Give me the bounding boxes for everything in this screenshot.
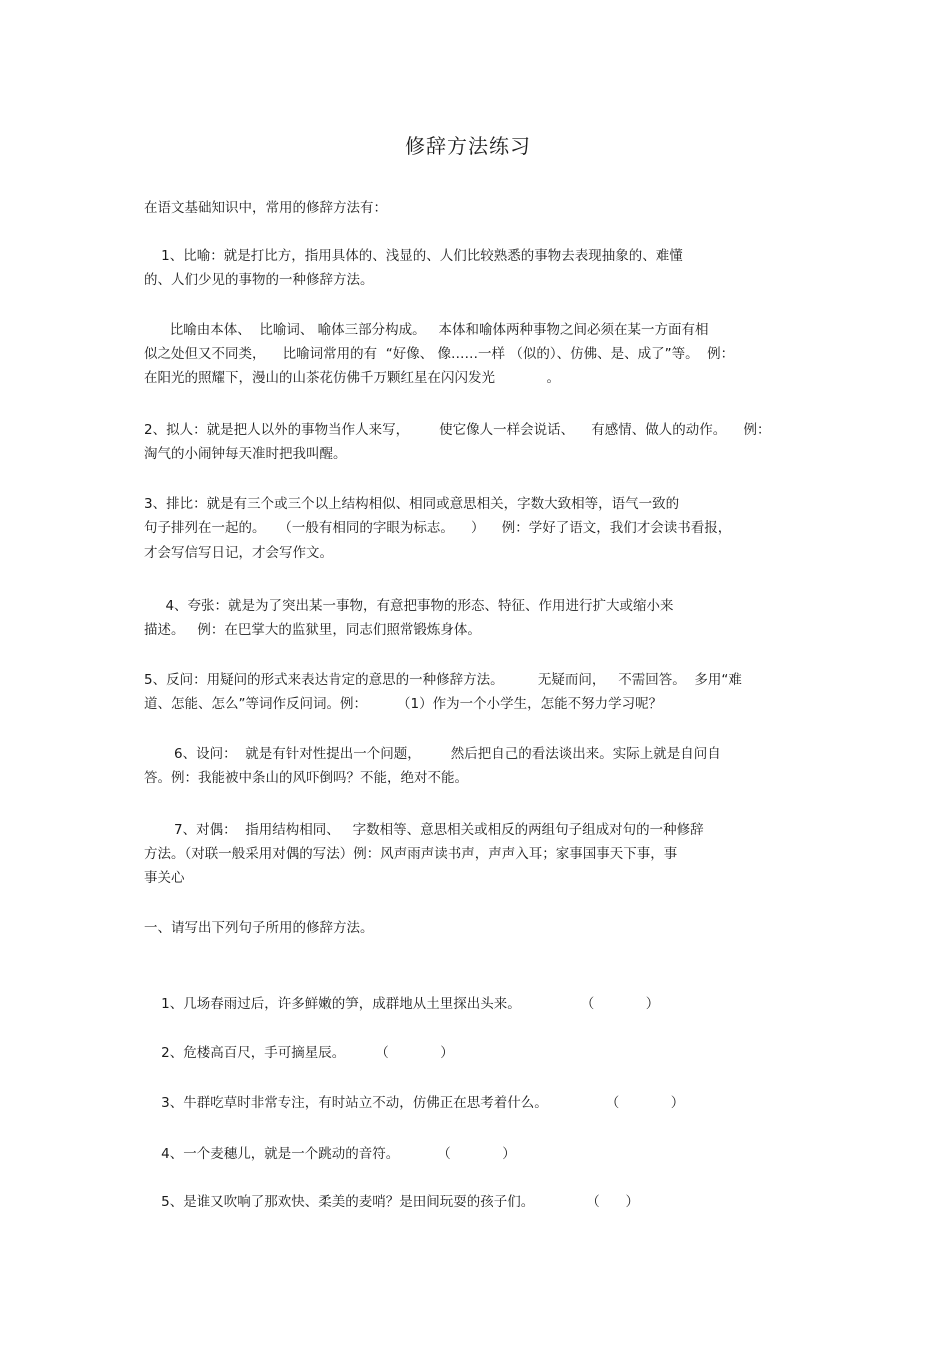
page-title: 修辞方法练习	[405, 134, 531, 158]
paragraph-metaphor-line-2: 的、人们少见的事物的一种修辞方法。	[144, 272, 374, 288]
question-text: 2、危楼高百尺，手可摘星辰。	[161, 1045, 346, 1061]
paragraph-antithesis-line-2: 方法。（对联一般采用对偶的写法）例：风声雨声读书声，声声入耳；家事国事天下事，事	[144, 846, 678, 862]
question-text: 3、牛群吃草时非常专注，有时站立不动，仿佛正在思考着什么。	[161, 1095, 548, 1111]
answer-blank[interactable]: （ ）	[437, 1146, 516, 1162]
paragraph-hyperbole-line-2: 描述。 例：在巴掌大的监狱里，同志们照常锻炼身体。	[144, 622, 481, 638]
exercise-heading: 一、请写出下列句子所用的修辞方法。	[144, 920, 374, 936]
paragraph-parallelism-line-2: 句子排列在一起的。 （一般有相同的字眼为标志。 ） 例：学好了语文，我们才会读书看报，	[144, 520, 732, 536]
paragraph-parallelism-line-1: 3、排比：就是有三个或三个以上结构相似、相同或意思相关，字数大致相等，语气一致的	[144, 496, 680, 512]
paragraph-metaphor-detail-line-3: 在阳光的照耀下，漫山的山茶花仿佛千万颗红星在闪闪发光 。	[144, 370, 560, 386]
question-text: 5、是谁又吹响了那欢快、柔美的麦哨？是田间玩耍的孩子们。	[161, 1194, 535, 1210]
paragraph-self-question-line-2: 答。例：我能被中条山的风吓倒吗？不能，绝对不能。	[144, 770, 468, 786]
answer-blank[interactable]: （ ）	[375, 1045, 454, 1061]
paragraph-antithesis-line-3: 事关心	[144, 870, 185, 886]
paragraph-hyperbole-line-1: 4、夸张：就是为了突出某一事物，有意把事物的形态、特征、作用进行扩大或缩小来	[144, 598, 674, 614]
answer-blank[interactable]: （ ）	[580, 996, 660, 1012]
paragraph-metaphor-line-1: 1、比喻：就是打比方，指用具体的、浅显的、人们比较熟悉的事物去表现抽象的、难懂	[144, 248, 683, 264]
paragraph-rhetorical-question-line-1: 5、反问：用疑问的形式来表达肯定的意思的一种修辞方法。 无疑而问， 不需回答。 多用“难	[144, 672, 742, 688]
question-text: 1、几场春雨过后，许多鲜嫩的笋，成群地从土里探出头来。	[161, 996, 521, 1012]
paragraph-parallelism-line-3: 才会写信写日记，才会写作文。	[144, 545, 333, 561]
paragraph-rhetorical-question-line-2: 道、怎能、怎么”等词作反问词。例： （1）作为一个小学生，怎能不努力学习呢？	[144, 696, 663, 712]
exercise-question	[144, 1166, 639, 1238]
paragraph-self-question-line-1: 6、设问： 就是有针对性提出一个问题， 然后把自己的看法谈出来。实际上就是自问自	[144, 746, 721, 762]
answer-blank[interactable]: （ ）	[586, 1194, 640, 1210]
paragraph-personification-line-1: 2、拟人：就是把人以外的事物当作人来写， 使它像人一样会说话、 有感情、做人的动作。 例：	[144, 422, 771, 438]
paragraph-metaphor-detail-line-1: 比喻由本体、 比喻词、 喻体三部分构成。 本体和喻体两种事物之间必须在某一方面有相	[144, 322, 709, 338]
paragraph-antithesis-line-1: 7、对偶： 指用结构相同、 字数相等、意思相关或相反的两组句子组成对句的一种修辞	[144, 822, 704, 838]
answer-blank[interactable]: （ ）	[605, 1095, 685, 1111]
question-text: 4、一个麦穗儿，就是一个跳动的音符。	[161, 1146, 400, 1162]
paragraph-personification-line-2: 淘气的小闹钟每天准时把我叫醒。	[144, 446, 347, 462]
paragraph-metaphor-detail-line-2: 似之处但又不同类， 比喻词常用的有 “好像、 像……一样 （似的）、仿佛、是、成了”等。 例：	[144, 346, 735, 362]
intro-text: 在语文基础知识中，常用的修辞方法有：	[144, 200, 387, 216]
